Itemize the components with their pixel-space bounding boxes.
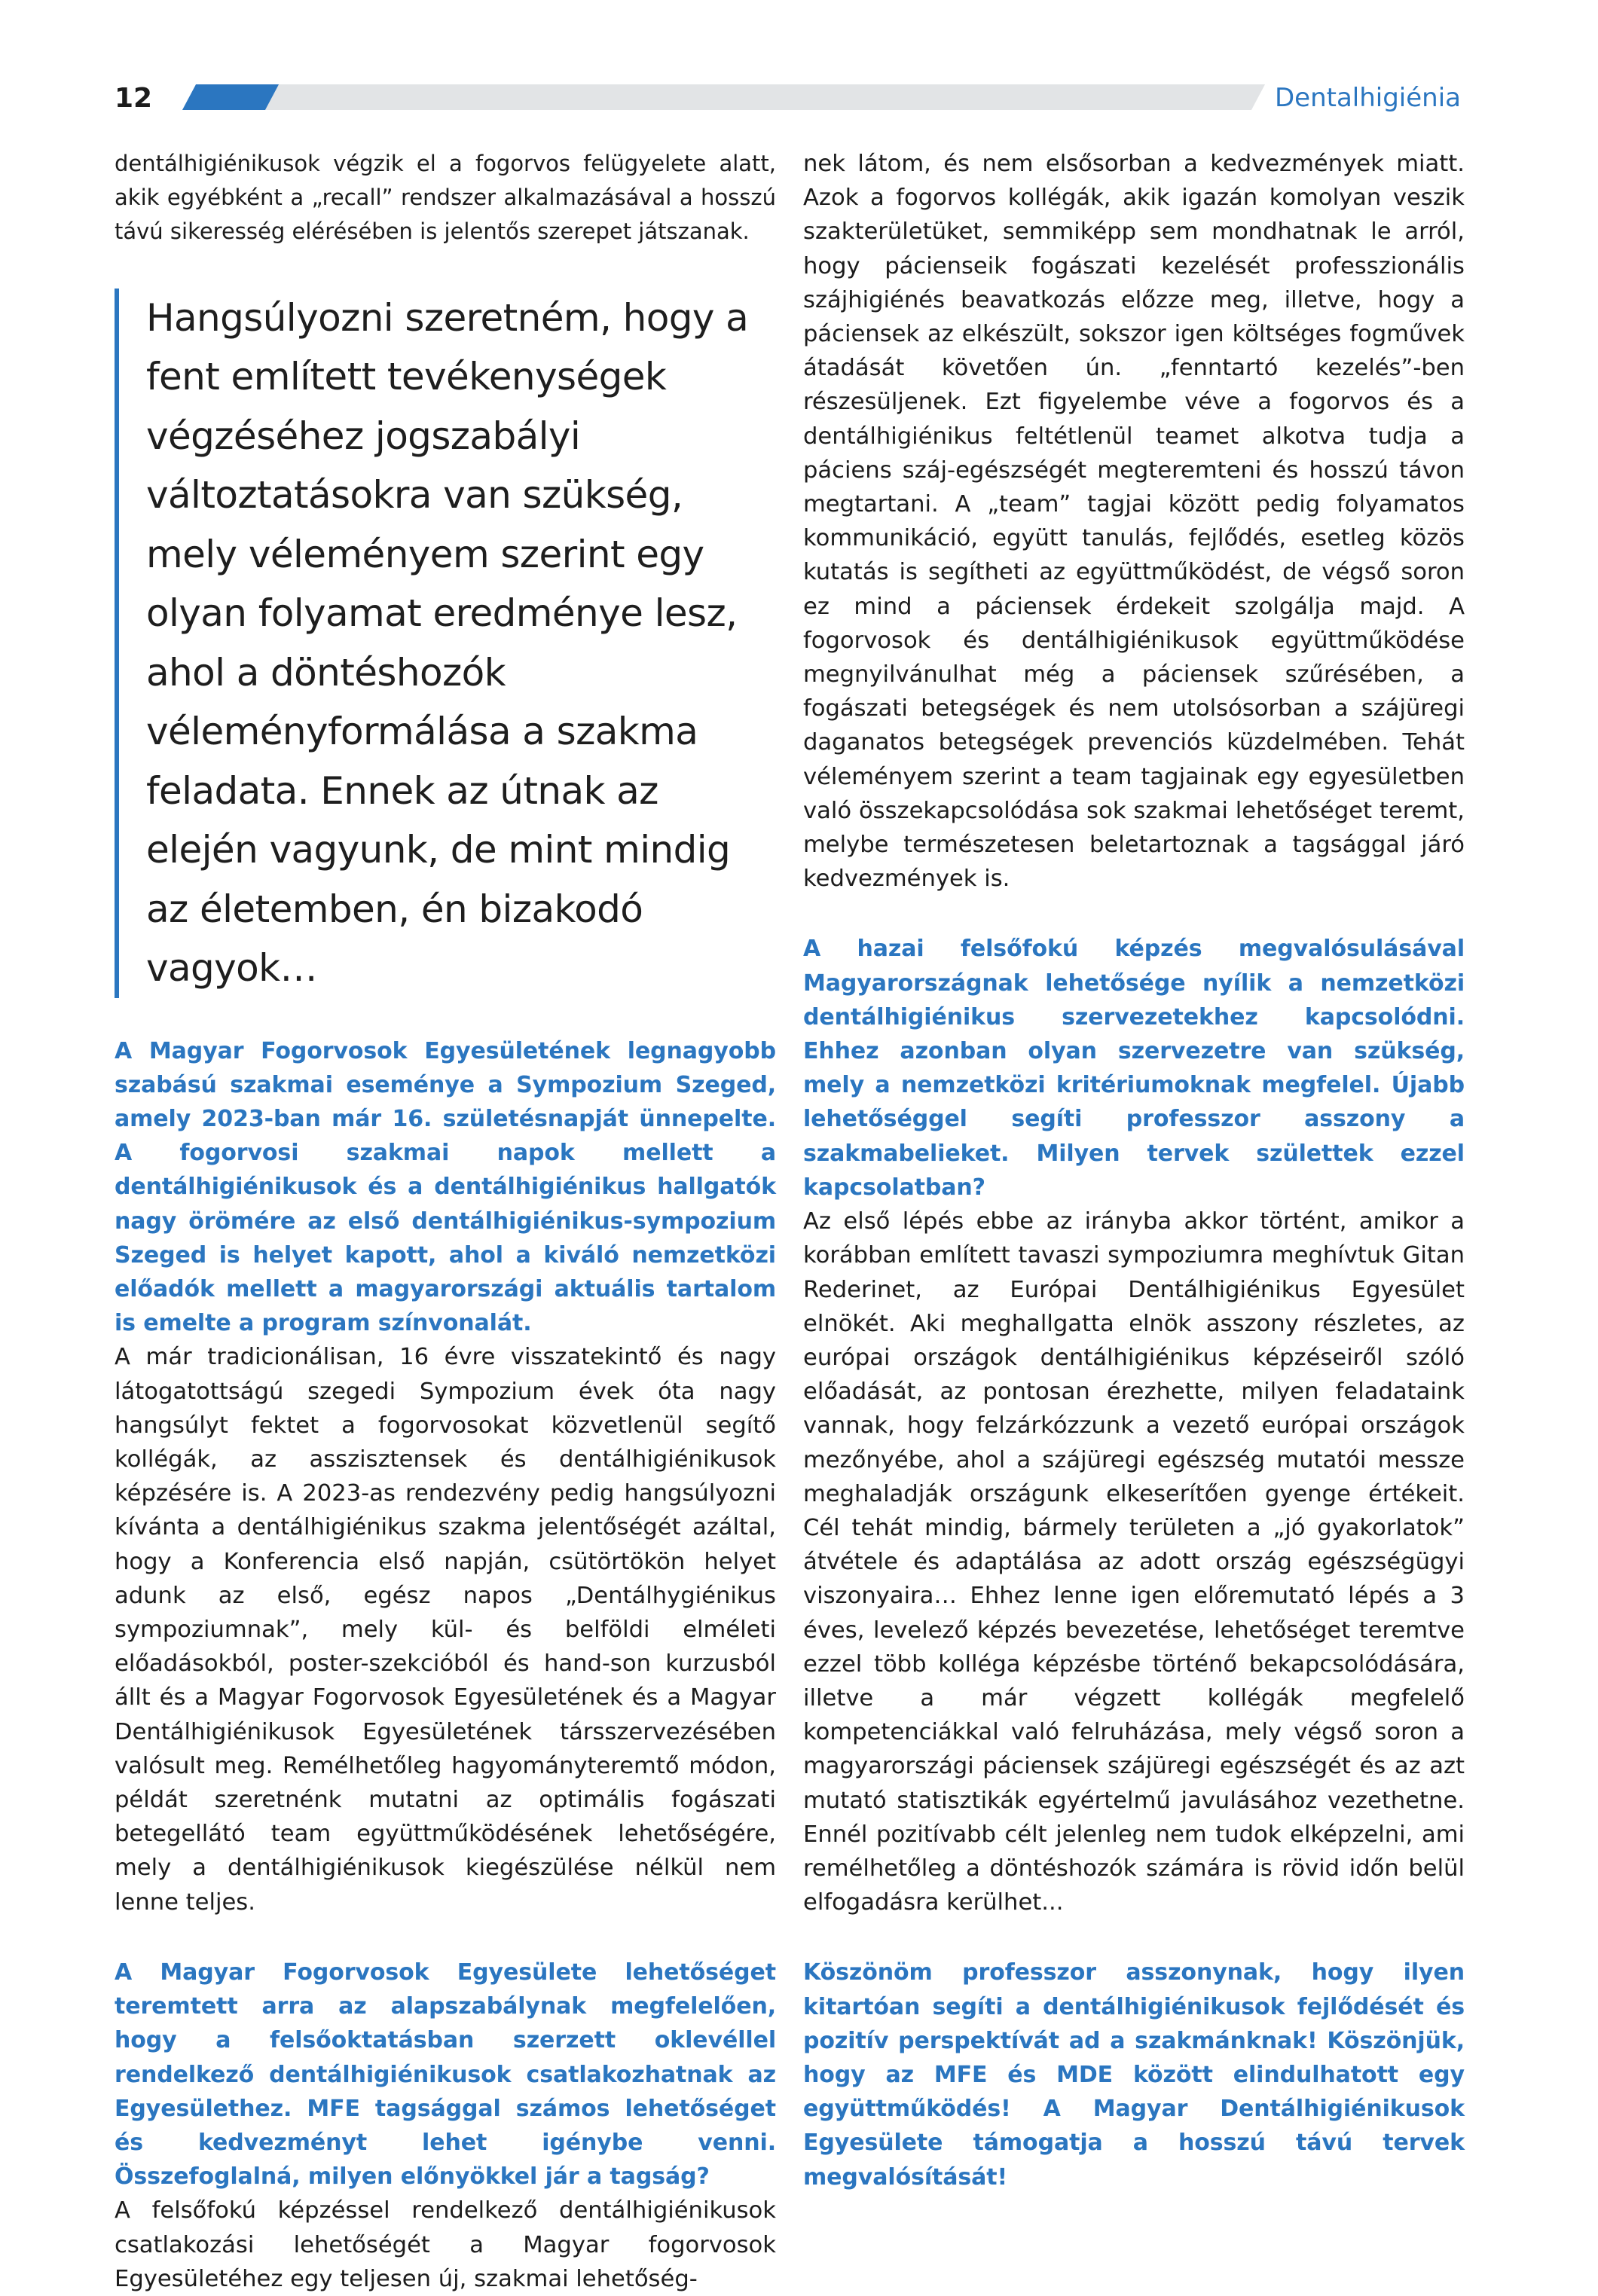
interview-answer-2-continued: nek látom, és nem elsősorban a kedvezmények miatt. Azok a fogorvos kollégák, akik igazán komolyan veszik szakterületüket, semmiképp sem mondhatnak le arról, hogy pácienseik fogászati kezelését professzionális szájhigiénés beavatkozás előzze meg, illetve, hogy a páciensek az elkészült, sokszor igen költséges fogművek átadását követően ún. „fenntartó kezelés”-ben részesüljenek. Ezt figyelembe véve a fogorvos és a dentálhigiénikus feltétlenül teamet alkotva tudja a páciens száj-egészségét megteremteni és hosszú távon megtartani. A „team” tagjai között pedig folyamatos kommunikáció, együtt tanulás, fejlődés, esetleg közös kutatás is segítheti az együttműködést, de végső soron ez mind a páciensek érdekeit szolgálja majd. A fogorvosok és dentálhigiénikusok együttműködése megnyilvánulhat még a páciensek szűrésében, a fogászati betegségek és nem utolsósorban a szájüregi daganatos betegségek prevenciós küzdelmében. Tehát véleményem szerint a team tagjainak egy egyesületben való összekapcsolódása sok szakmai lehetőséget teremt, melybe természetesen beletartoznak a tagsággal járó kedvezmények is. (803, 151, 1465, 893)
interview-answer-1: A már tradicionálisan, 16 évre visszatekintő és nagy látogatottságú szegedi Sympozium évek óta nagy hangsúlyt fektet a fogorvosokat közvetlenül segítő kollégák, az asszisztensek és dentálhigiénikusok képzésére is. A 2023-as rendezvény pedig hangsúlyozni kívánta a dentálhigiénikus szakma jelentőségét azáltal, hogy a Konferencia első napján, csütörtökön helyet adunk az első, egész napos „Dentálhygiénikus sympoziumnak”, mely kül- és belföldi elméleti előadásokból, poster-szekcióból és hand-son kurzusból állt és a Magyar Fogorvosok Egyesületének és a Magyar Dentálhigiénikusok Egyesületének társszervezésében valósult meg. Remélhetőleg hagyományteremtő módon, példát szeretnénk mutatni az optimális fogászati betegellátó team együttműködésének lehetőségére, mely a dentálhigiénikusok kiegészülése nélkül nem lenne teljes. (115, 1344, 776, 1916)
interview-question-2: A Magyar Fogorvosok Egyesülete lehetőséget teremtett arra az alapszabálynak megfelelően, hogy a felsőoktatásban szerzett oklevéllel rendelkező dentálhigiénikusok csatlakozhatnak az Egyesülethez. MFE tagsággal számos lehetőséget és kedvezményt lehet igénybe venni. Összefoglalná, milyen előnyökkel jár a tagság? (115, 1959, 776, 2191)
page-header (0, 75, 1598, 128)
header-decor-bar-blue (182, 84, 279, 110)
intro-paragraph: dentálhigiénikusok végzik el a fogorvos felügyelete alatt, akik egyébként a „recall” rendszer alkalmazásával a hosszú távú sikeresség elérésében is jelentős szerepet játszanak. (115, 151, 776, 245)
page-number: 12 (115, 83, 153, 114)
interview-question-1: A Magyar Fogorvosok Egyesületének legnagyobb szabású szakmai eseménye a Sympozium Szeged, amely 2023-ban már 16. születésnapját ünnepelte. A fogorvosi szakmai napok mellett a dentálhigiénikusok és a dentálhigiénikus hallgatók nagy örömére az első dentálhigiénikus-sympozium Szeged is helyet kapott, ahol a kiváló nemzetközi előadók mellett a magyarországi aktuális tartalom is emelte a program színvonalát. (115, 1037, 776, 1337)
closing-statement: Köszönöm professzor asszonynak, hogy ilyen kitartóan segíti a dentálhigiénikusok fejlődését és pozitív perspektívát ad a szakmánknak! Köszönjük, hogy az MFE és MDE között elindulhatott egy együttműködés! A Magyar Dentálhigiénikusok Egyesülete támogatja a hosszú távú tervek megvalósítását! (803, 1959, 1465, 2191)
right-column (803, 147, 1465, 2194)
section-title: Dentalhigiénia (1274, 83, 1461, 113)
pull-quote (115, 289, 776, 998)
left-column (115, 147, 776, 2296)
interview-question-3: A hazai felsőfokú képzés megvalósulásával Magyarországnak lehetősége nyílik a nemzetközi dentálhigiénikus szervezetekhez kapcsolódni. Ehhez azonban olyan szervezetre van szükség, mely a nemzetközi kritériumoknak megfelel. Újabb lehetőséggel segíti professzor asszony a szakmabelieket. Milyen tervek születtek ezzel kapcsolatban? (803, 936, 1465, 1201)
interview-answer-2: A felsőfokú képzéssel rendelkező dentálhigiénikusok csatlakozási lehetőségét a Magyar fogorvosok Egyesületéhez egy teljesen új, szakmai lehetőség- (115, 2197, 776, 2292)
header-decor-bar-grey (264, 84, 1265, 110)
pull-quote-text: Hangsúlyozni szeretném, hogy a fent említett tevékenységek végzéséhez jogszabályi változtatásokra van szükség, mely véleményem szerint egy olyan folyamat eredménye lesz, ahol a döntéshozók véleményformálása a szakma feladata. Ennek az útnak az elején vagyunk, de mint mindig az életemben, én bizakodó vagyok… (146, 295, 749, 991)
interview-answer-3: Az első lépés ebbe az irányba akkor történt, amikor a korábban említett tavaszi sympoziumra meghívtuk Gitan Rederinet, az Európai Dentálhigiénikus Egyesület elnökét. Aki meghallgatta elnök asszony részletes, az európai országok dentálhigiénikus képzéseiről szóló előadását, az pontosan érezhette, milyen feladataink vannak, hogy felzárkózzunk a vezető európai országok mezőnyébe, ahol a szájüregi egészség mutatói messze meghaladják országunk elkeserítően gyenge értékeit. Cél tehát mindig, bármely területen a „jó gyakorlatok” átvétele és adaptálása az adott ország egészségügyi viszonyaira… Ehhez lenne igen előremutató lépés a 3 éves, levelező képzés bevezetése, lehetőséget teremtve ezzel több kolléga képzésbe történő bekapcsolódására, illetve a már végzett kollégák megfelelő kompetenciákkal való felruházása, mely végső soron a magyarországi páciensek szájüregi egészségét és az azt mutató statisztikák egyértelmű javulásához vezethetne. Ennél pozitívabb célt jelenleg nem tudok elképzelni, ami remélhetőleg a döntéshozók számára is rövid időn belül elfogadásra kerülhet... (803, 1208, 1465, 1916)
